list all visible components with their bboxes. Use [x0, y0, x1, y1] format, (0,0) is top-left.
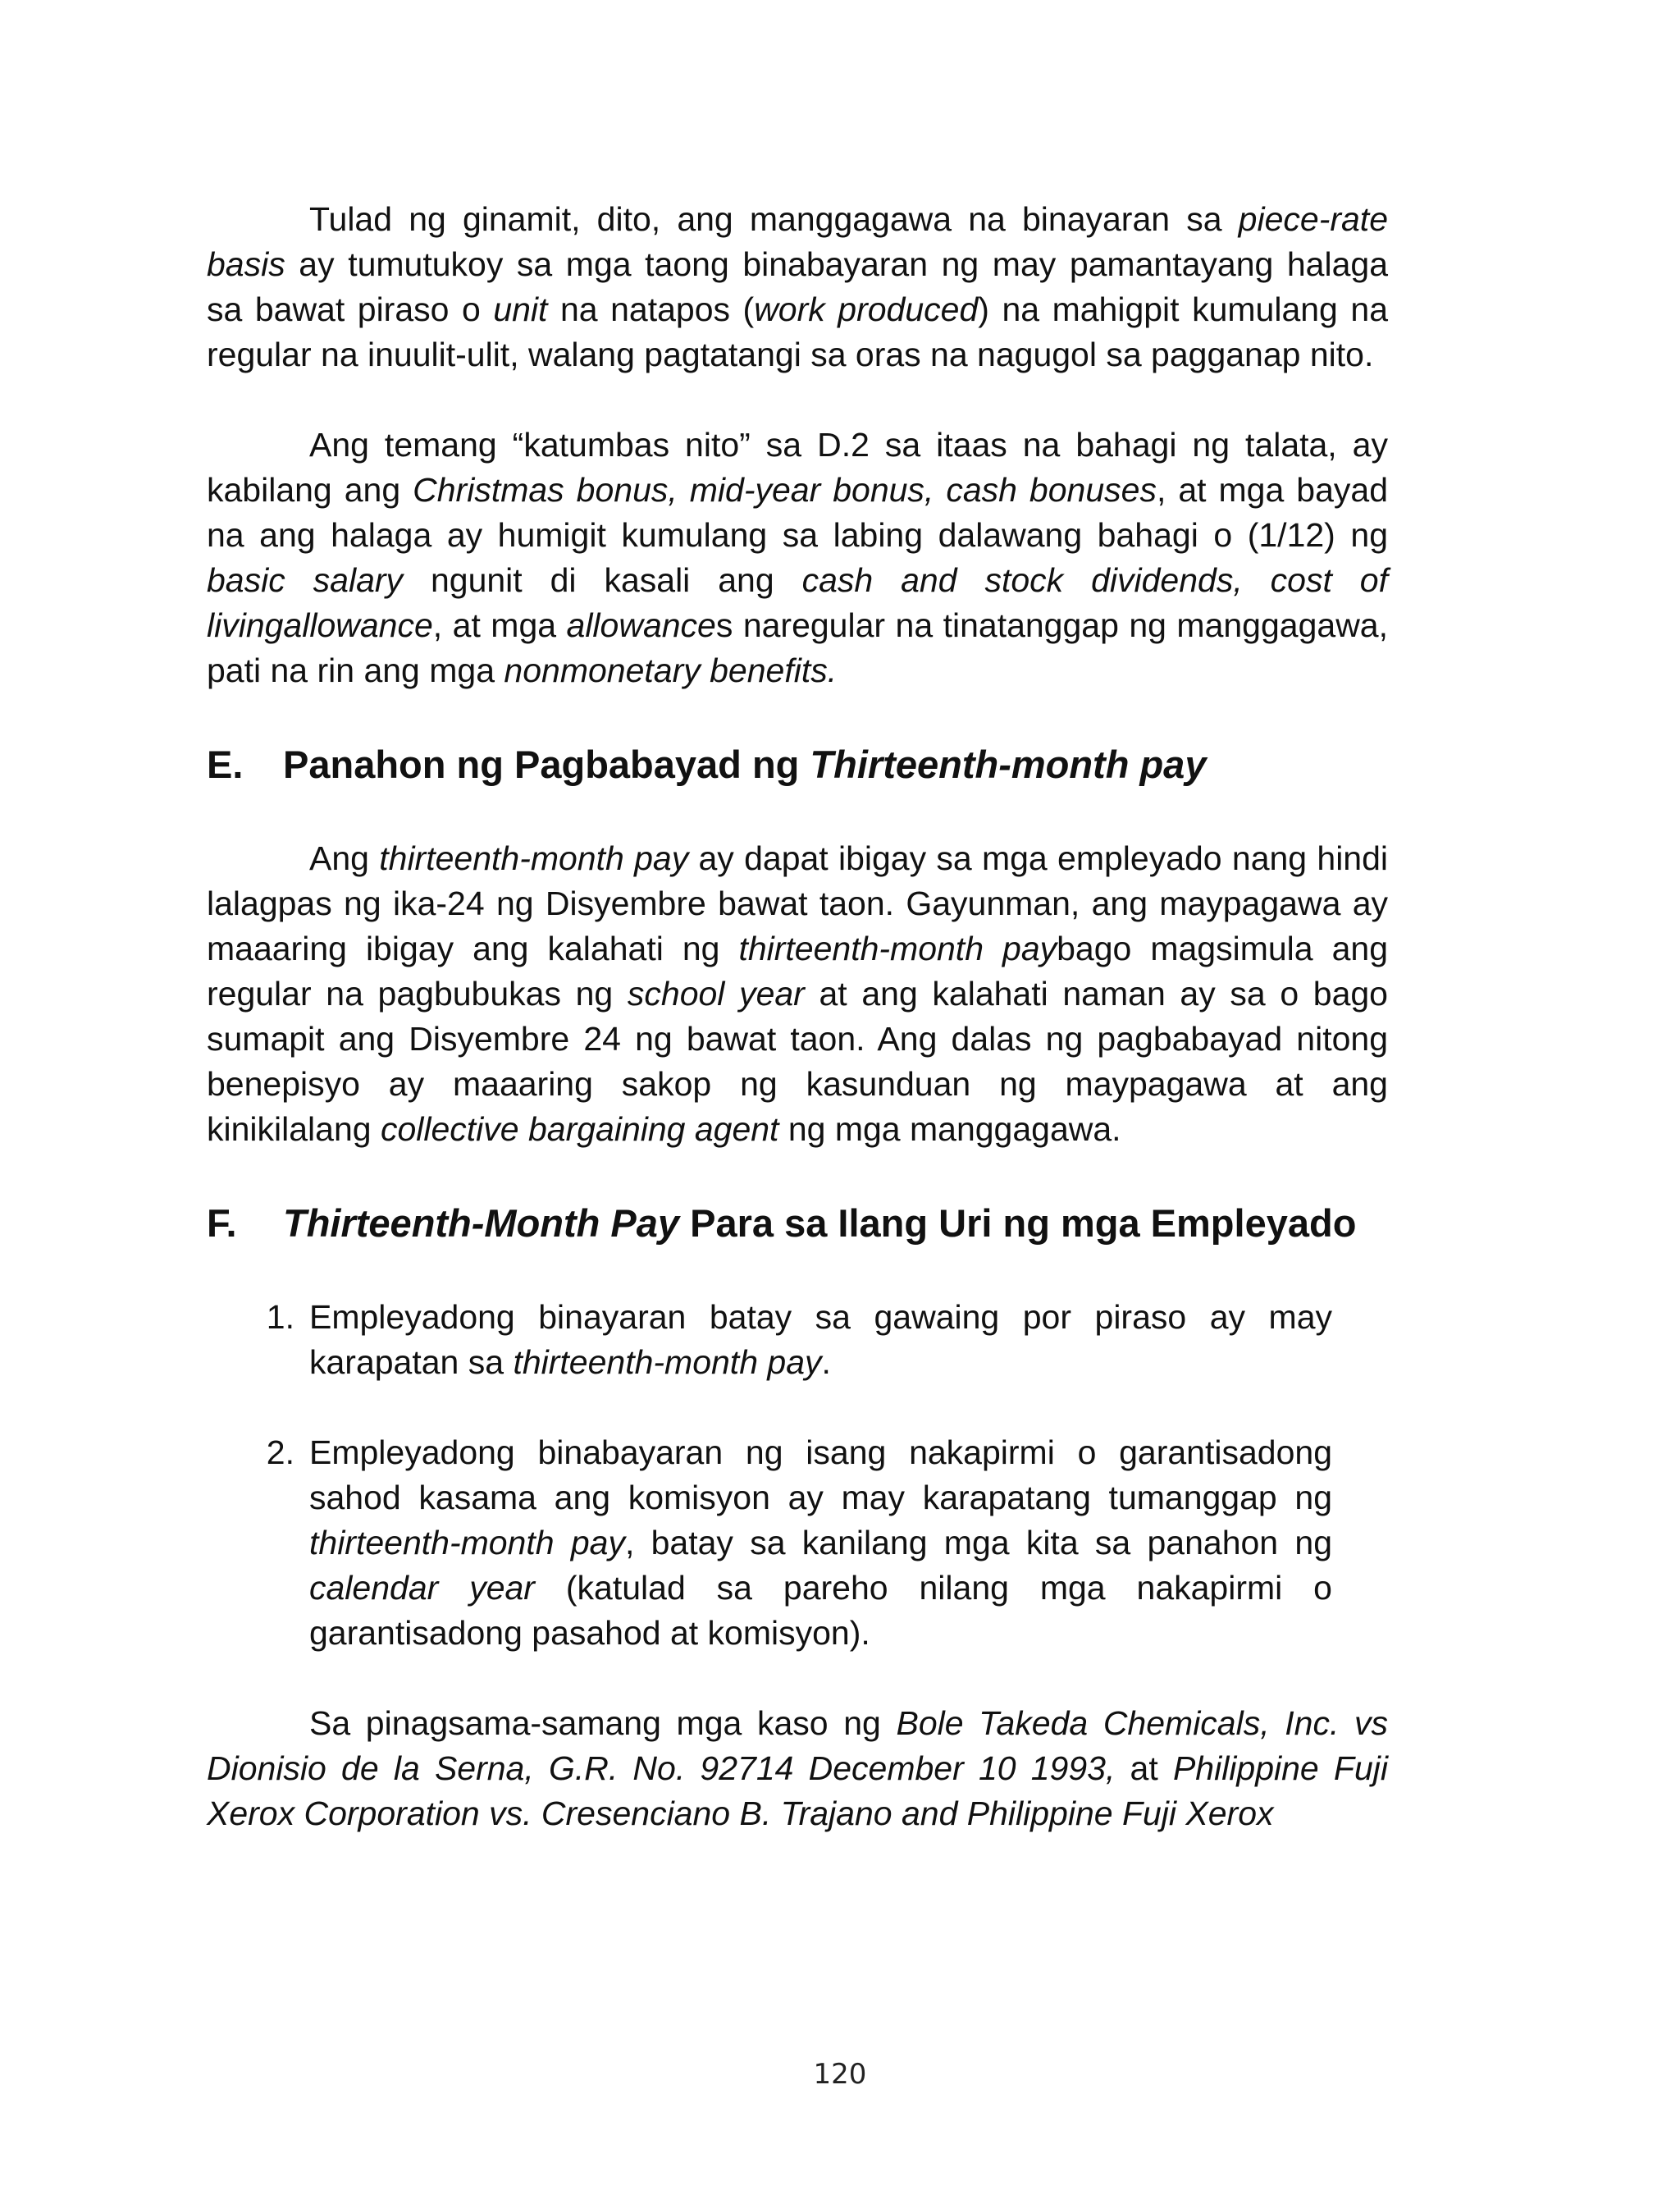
list-number: 1. — [266, 1298, 294, 1336]
italic-term: calendar year — [309, 1569, 535, 1607]
employee-types-list — [207, 1295, 1332, 1656]
text-span: , at mga bayad na ang halaga ay humigit kumulang sa labing dalawang bahagi o (1/12) ng — [207, 471, 1388, 554]
list-item-text — [309, 1295, 1332, 1385]
section-heading-f — [207, 1197, 1388, 1250]
italic-term: piece-rate basis — [207, 200, 1388, 283]
text-span: ay tumutukoy sa mga taong binabayaran ng may pamantayang halaga sa bawat piraso o — [207, 245, 1388, 328]
text-span: ngunit di kasali ang — [403, 561, 802, 599]
text-span: s naregular na tinatanggap ng manggagawa, pati na rin ang mga — [207, 606, 1388, 689]
document-page — [207, 197, 1388, 1836]
text-span: Empleyadong binabayaran ng isang nakapirmi o garantisadong sahod kasama ang komisyon ay may karapatang tumanggap ng — [309, 1433, 1332, 1516]
text-span: na natapos ( — [547, 290, 755, 328]
list-number: 2. — [266, 1433, 294, 1471]
text-span: , at mga — [432, 606, 567, 644]
text-span: ng mga manggagawa. — [778, 1110, 1121, 1148]
italic-term: school year — [627, 975, 805, 1013]
italic-term: work produced — [754, 290, 979, 328]
italic-term: basic salary — [207, 561, 404, 599]
italic-term: thirteenth-month pay — [309, 1524, 625, 1561]
italic-term: collective bargaining agent — [380, 1110, 779, 1148]
italic-term: nonmonetary benefits. — [504, 652, 838, 689]
text-span: ) na mahigpit kumulang na regular na inuulit-ulit, walang pagtatangi sa oras na nagugol sa pagganap nito. — [207, 290, 1388, 373]
paragraph-katumbas-nito — [207, 423, 1388, 693]
section-heading-e — [207, 738, 1388, 791]
text-span: , batay sa kanilang mga kita sa panahon ng — [624, 1524, 1332, 1561]
list-item — [207, 1430, 1332, 1656]
text-span: at — [1115, 1749, 1173, 1787]
italic-term: thirteenth-month pay — [738, 930, 1057, 967]
text-span: at ang kalahati naman ay sa o bago sumapit ang Disyembre 24 ng bawat taon. Ang dalas ng pagbabayad nitong benepisyo ay maaaring sakop ng kasunduan ng maypagawa at ang kinikilalang — [207, 975, 1388, 1148]
page-number: 120 — [813, 2058, 867, 2091]
text-span: ay dapat ibigay sa mga empleyado nang hindi lalagpas ng ika-24 ng Disyembre bawat taon. Gayunman, ang maypagawa ay maaaring ibigay ang kalahati ng — [207, 839, 1389, 967]
paragraph-panahon-ng-pagbabayad — [207, 836, 1388, 1152]
list-item — [207, 1295, 1332, 1385]
italic-term: Philippine Fuji Xerox Corporation vs. Cresenciano B. Trajano and Philippine Fuji Xerox — [207, 1749, 1388, 1832]
list-item-text — [309, 1430, 1332, 1656]
italic-term: Thirteenth-month pay — [810, 743, 1207, 786]
section-letter: F. — [207, 1201, 237, 1245]
italic-term: cash and stock dividends, cost of livingallowance — [207, 561, 1388, 644]
section-heading-text — [283, 738, 1388, 791]
section-heading-text — [283, 1197, 1388, 1250]
italic-term: Christmas bonus, mid-year bonus, cash bonuses — [413, 471, 1157, 509]
text-span: Tulad ng ginamit, dito, ang manggagawa na binayaran sa — [309, 200, 1239, 238]
text-span: Empleyadong binayaran batay sa gawaing por piraso ay may karapatan sa — [309, 1298, 1332, 1381]
text-span: (katulad sa pareho nilang mga nakapirmi o garantisadong pasahod at komisyon). — [309, 1569, 1332, 1652]
text-span: . — [821, 1343, 831, 1381]
text-span: Ang temang “katumbas nito” sa D.2 sa itaas na bahagi ng talata, ay kabilang ang — [207, 426, 1388, 509]
text-span: Para sa Ilang Uri ng mga Empleyado — [679, 1201, 1357, 1245]
italic-term: thirteenth-month pay — [379, 839, 689, 877]
italic-term: Thirteenth-Month Pay — [283, 1201, 680, 1245]
text-span: Panahon ng Pagbabayad ng — [283, 743, 810, 786]
italic-term: allowance — [566, 606, 716, 644]
text-span: Ang — [309, 839, 380, 877]
paragraph-piece-rate — [207, 197, 1388, 377]
text-span: bago magsimula ang regular na pagbubukas ng — [207, 930, 1388, 1013]
italic-term: thirteenth-month pay — [513, 1343, 822, 1381]
italic-term: Bole Takeda Chemicals, Inc. vs Dionisio de la Serna, G.R. No. 92714 December 10 1993, — [207, 1704, 1388, 1787]
italic-term: unit — [493, 290, 548, 328]
paragraph-case-citation — [207, 1701, 1388, 1836]
text-span: Sa pinagsama-samang mga kaso ng — [309, 1704, 897, 1742]
section-letter: E. — [207, 743, 244, 786]
